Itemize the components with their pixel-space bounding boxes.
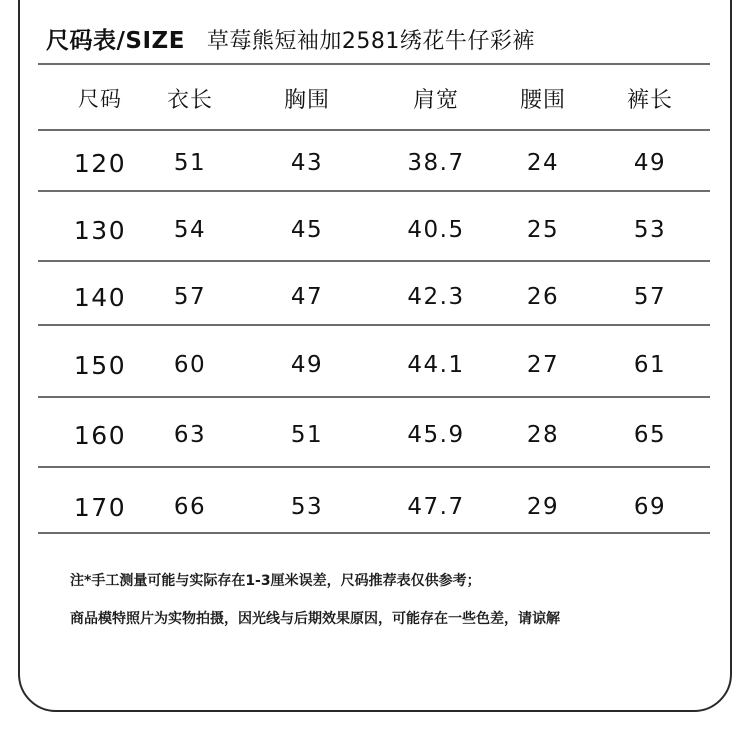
title-bar [46, 22, 535, 58]
cell-shoulder: 44.1 [407, 352, 465, 378]
cell-shoulder: 45.9 [407, 422, 465, 448]
cell-waist: 24 [526, 150, 560, 176]
title-divider [38, 63, 710, 65]
size-table [38, 66, 710, 544]
note-measurement: 注*手工测量可能与实际存在1-3厘米误差，尺码推荐表仅供参考； [70, 573, 481, 589]
cell-pants-length: 53 [633, 217, 667, 243]
row-divider [38, 324, 710, 326]
cell-chest: 47 [290, 284, 324, 310]
cell-waist: 26 [526, 284, 560, 310]
table-header-row [38, 66, 710, 130]
note-color-difference: 商品模特照片为实物拍摄，因光线与后期效果原因，可能存在一些色差，请谅解 [70, 611, 560, 627]
cell-chest: 45 [290, 217, 324, 243]
header-shoulder: 肩宽 [412, 87, 459, 113]
cell-shoulder: 40.5 [407, 217, 465, 243]
cell-length: 63 [173, 422, 207, 448]
row-divider [38, 396, 710, 398]
table-row [38, 400, 710, 470]
table-row [38, 264, 710, 330]
cell-pants-length: 57 [633, 284, 667, 310]
cell-size: 160 [73, 420, 127, 450]
table-row [38, 196, 710, 264]
cell-size: 170 [73, 492, 127, 522]
cell-waist: 29 [526, 494, 560, 520]
cell-shoulder: 38.7 [407, 150, 465, 176]
cell-shoulder: 47.7 [407, 494, 465, 520]
cell-pants-length: 69 [633, 494, 667, 520]
header-size: 尺码 [78, 87, 122, 111]
header-chest: 胸围 [283, 87, 330, 113]
cell-size: 130 [73, 215, 127, 245]
cell-length: 57 [173, 284, 207, 310]
row-divider [38, 190, 710, 192]
cell-length: 54 [173, 217, 207, 243]
header-length: 衣长 [166, 87, 213, 113]
header-pants-length: 裤长 [626, 87, 673, 113]
cell-size: 140 [73, 282, 127, 312]
cell-size: 120 [73, 148, 127, 178]
cell-length: 66 [173, 494, 207, 520]
row-divider [38, 260, 710, 262]
header-waist: 腰围 [519, 87, 566, 113]
title-main: 尺码表/SIZE [46, 28, 185, 54]
cell-pants-length: 49 [633, 150, 667, 176]
table-row [38, 130, 710, 196]
title-product-name: 草莓熊短袖加2581绣花牛仔彩裤 [206, 29, 535, 54]
cell-length: 51 [173, 150, 207, 176]
cell-chest: 53 [290, 494, 324, 520]
cell-length: 60 [173, 352, 207, 378]
cell-chest: 43 [290, 150, 324, 176]
cell-size: 150 [73, 350, 127, 380]
row-divider [38, 532, 710, 534]
row-divider [38, 466, 710, 468]
cell-shoulder: 42.3 [407, 284, 465, 310]
cell-pants-length: 65 [633, 422, 667, 448]
notes [70, 570, 710, 628]
cell-chest: 51 [290, 422, 324, 448]
cell-chest: 49 [290, 352, 324, 378]
cell-waist: 28 [526, 422, 560, 448]
cell-pants-length: 61 [633, 352, 667, 378]
table-row [38, 330, 710, 400]
cell-waist: 25 [526, 217, 560, 243]
cell-waist: 27 [526, 352, 560, 378]
